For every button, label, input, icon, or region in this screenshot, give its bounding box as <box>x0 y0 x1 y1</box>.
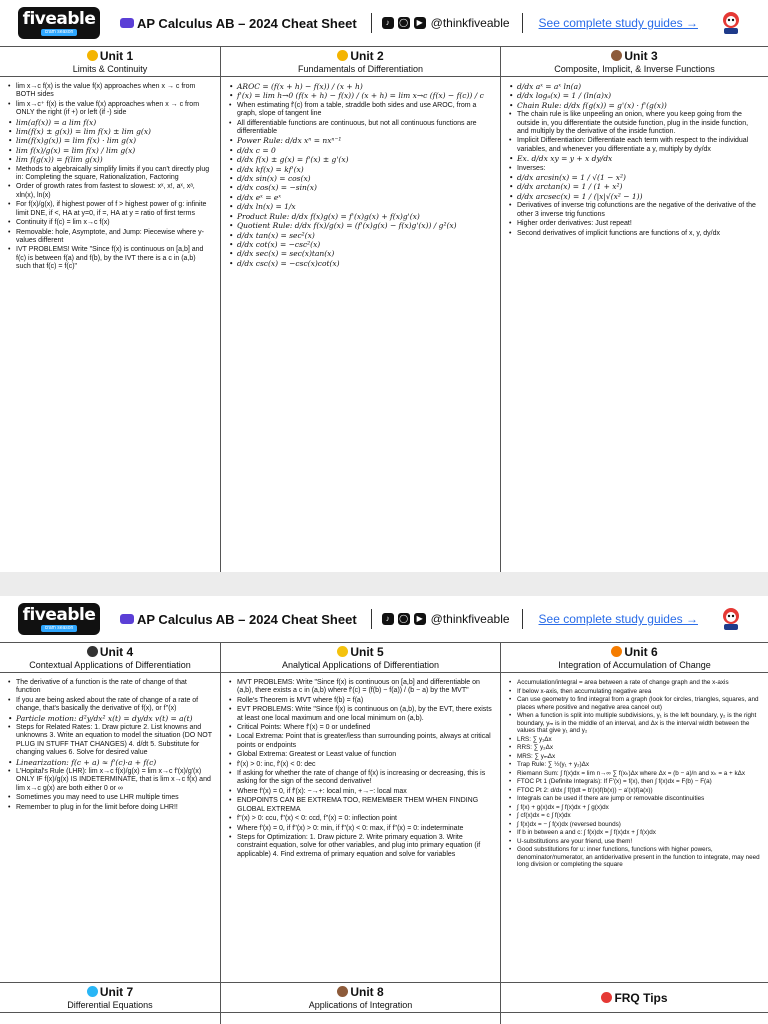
instagram-icon[interactable]: ◯ <box>399 18 409 27</box>
youtube-icon[interactable]: ▶ <box>414 613 426 625</box>
unit-3-content <box>501 77 768 572</box>
page-gap <box>0 572 768 596</box>
list-item: • Higher order derivatives: Just repeat! <box>509 220 760 228</box>
list-item: • If asking for whether the rate of change of f(x) is increasing or decreasing, this is asking for the sign of the second derivative! <box>229 770 492 787</box>
units-grid-bottom <box>0 982 768 1024</box>
logo-subtext: cram season <box>41 29 78 36</box>
list-item: • When a function is split into multiple subdivisions, y₁ is the left boundary, y₂ is the right boundary, yₘ is in the middle of an interval, and Δx is the interval width between the values that give y₁ and y₂ <box>509 712 760 735</box>
list-item: • d/dx eˣ = eˣ <box>229 194 492 202</box>
unit-3-list <box>509 83 760 238</box>
list-item: • Continuity if f(c) = lim x→c f(x) <box>8 219 212 227</box>
list-item: • Rolle's Theorem is MVT where f(b) = f(a) <box>229 697 492 705</box>
unit-1-content <box>0 77 220 572</box>
unit-2-content <box>221 77 500 572</box>
list-item: • d/dx cot(x) = −csc²(x) <box>229 241 492 249</box>
list-item: • d/dx ln(x) = 1/x <box>229 203 492 211</box>
list-item: • f'(x) > 0: inc, f'(x) < 0: dec <box>229 761 492 769</box>
list-item: • If below x-axis, then accumulating negative area <box>509 688 760 696</box>
list-item: • If you are being asked about the rate of change of a rate of change, that's basically the derivative of f(x), or f''(x) <box>8 697 212 714</box>
list-item: • lim f(g(x)) = f(lim g(x)) <box>8 156 212 164</box>
list-item: • ∫ cf(x)dx = c ∫ f(x)dx <box>509 812 760 820</box>
list-item: • Steps for Related Rates: 1. Draw picture 2. List knowns and unknowns 3. Write an equation to model the situation (DO NOT PLUG IN STUFF THAT CHANGES) 4. d/dt 5. Substitute for changing values 6. Solve for desired value <box>8 724 212 758</box>
unit-title: Unit 2 <box>350 49 384 63</box>
unit-title: FRQ Tips <box>614 991 668 1005</box>
unit-title: Unit 7 <box>99 985 134 999</box>
list-item: • lim x→c⁺ f(x) is the value f(x) approaches when x → c from ONLY the right (if +) or left (if -) side <box>8 101 212 118</box>
list-item: • Integrals can be used if there are jump or removable discontinuities <box>509 795 760 803</box>
list-item: • AROC = (f(x + h) − f(x)) / (x + h) <box>229 83 492 91</box>
list-item: • The chain rule is like unpeeling an onion, where you keep going from the outside in, you differentiate the outside function, plug in the inside function, and multiply by the derivative of the inside function. <box>509 111 760 136</box>
list-item: • LRS: ∑ y₁Δx <box>509 736 760 744</box>
unit-3-header <box>501 47 768 77</box>
list-item: • d/dx f(x) ± g(x) = f'(x) ± g'(x) <box>229 156 492 164</box>
page-header <box>0 596 768 642</box>
list-item: • Removable: hole, Asymptote, and Jump: Piecewise where y-values different <box>8 229 212 246</box>
list-item: • Accumulation/integral = area between a rate of change graph and the x-axis <box>509 679 760 687</box>
list-item: • If b in between a and c: ∫ f(x)dx = ∫ f(x)dx + ∫ f(x)dx <box>509 829 760 837</box>
unit-6-column <box>501 643 768 983</box>
list-item: • Where f'(x) = 0, if f'(x): −→+: local min, +→−: local max <box>229 788 492 796</box>
list-item: • EVT PROBLEMS: Write "Since f(x) is continuous on (a,b), by the EVT, there exists at least one local maximum and one local minimum on (a,b). <box>229 706 492 723</box>
instagram-icon[interactable]: ◯ <box>399 614 409 623</box>
face-icon <box>337 50 348 61</box>
unit-4-header <box>0 643 220 673</box>
unit-subtitle: Analytical Applications of Differentiation <box>282 660 439 670</box>
unit-1-column <box>0 47 221 573</box>
list-item: • d/dx aˣ = aˣ ln(a) <box>509 83 760 91</box>
list-item: • d/dx logₐ(x) = 1 / (ln(a)x) <box>509 92 760 100</box>
infinity-icon <box>120 614 134 624</box>
unit-subtitle: Contextual Applications of Differentiation <box>29 660 191 670</box>
social-handle: @thinkfiveable <box>430 16 510 30</box>
unit-subtitle: Differential Equations <box>67 1000 153 1010</box>
gem-icon <box>87 986 98 997</box>
list-item: • Can use geometry to find integral from a graph (look for circles, triangles, squares, and places where positive and negative area cancel out) <box>509 696 760 711</box>
list-item: • Power Rule: d/dx xⁿ = nxⁿ⁻¹ <box>229 137 492 145</box>
unit-5-column <box>221 643 501 983</box>
list-item: • Second derivatives of implicit functions are functions of x, y, dy/dx <box>509 230 760 238</box>
social-links <box>382 613 426 625</box>
unit-4-column <box>0 643 221 983</box>
list-item: • Critical Points: Where f'(x) = 0 or undefined <box>229 724 492 732</box>
list-item: • MVT PROBLEMS: Write "Since f(x) is continuous on [a,b] and differentiable on (a,b), there exists a c in (a,b) where f'(c) = (f(b) − f(a)) / (b − a) by the MVT" <box>229 679 492 696</box>
list-item: • Ex. d/dx xy = y + x dy/dx <box>509 155 760 163</box>
study-guides-link[interactable]: See complete study guides → <box>538 16 698 30</box>
list-item: • RRS: ∑ y₂Δx <box>509 744 760 752</box>
list-item: • Quotient Rule: d/dx f(x)/g(x) = (f'(x)g(x) − f(x)g'(x)) / g²(x) <box>229 222 492 230</box>
list-item: • All differentiable functions are continuous, but not all continuous functions are differentiable <box>229 120 492 137</box>
dog-icon <box>337 986 348 997</box>
unit-4-content <box>0 673 220 982</box>
list-item: • Implicit Differentiation: Differentiate each term with respect to the individual variables, and whenever you differentiate a y, multiply by dy/dx <box>509 137 760 154</box>
list-item: • The derivative of a function is the rate of change of that function <box>8 679 212 696</box>
list-item: • Good substitutions for u: inner functions, functions with higher powers, denominator/numerator, an antiderivative present in the function to integrate, may need long division or completing the square <box>509 846 760 869</box>
list-item: • d/dx arctan(x) = 1 / (1 + x²) <box>509 183 760 191</box>
fiveable-logo[interactable] <box>18 603 100 635</box>
unit-5-content <box>221 673 500 982</box>
sparkles-icon <box>337 646 348 657</box>
list-item: • lim(f(x) ± g(x)) = lim f(x) ± lim g(x) <box>8 128 212 136</box>
list-item: • Sometimes you may need to use LHR multiple times <box>8 794 212 802</box>
list-item: • d/dx cos(x) = −sin(x) <box>229 184 492 192</box>
list-item: • ENDPOINTS CAN BE EXTREMA TOO, REMEMBER THEM WHEN FINDING GLOBAL EXTREMA <box>229 797 492 814</box>
list-item: • Riemann Sum: ∫ f(x)dx = lim n→∞ ∑ f(xₖ)Δx where Δx = (b − a)/n and xₖ = a + kΔx <box>509 770 760 778</box>
units-grid <box>0 642 768 982</box>
unit-subtitle: Applications of Integration <box>308 1000 413 1010</box>
list-item: • ∫ f(x) + g(x)dx = ∫ f(x)dx + ∫ g(x)dx <box>509 804 760 812</box>
fiveable-logo[interactable] <box>18 7 100 39</box>
list-item: • f'(x) = lim h→0 (f(x + h) − f(x)) / (x + h) = lim x→c (f(x) − f(c)) / c <box>229 92 492 100</box>
unit-subtitle: Composite, Implicit, & Inverse Functions <box>554 64 715 74</box>
logo-text: fiveable <box>22 605 96 625</box>
youtube-icon[interactable]: ▶ <box>414 17 426 29</box>
unit-2-header <box>221 47 500 77</box>
list-item: • lim f(x)/g(x) = lim f(x) / lim g(x) <box>8 147 212 155</box>
list-item: • d/dx sin(x) = cos(x) <box>229 175 492 183</box>
list-item: • Trap Rule: ∑ ½(y₁ + y₂)Δx <box>509 761 760 769</box>
unit-6-header <box>501 643 768 673</box>
unit-7-header <box>0 983 220 1013</box>
unit-6-content <box>501 673 768 982</box>
social-links <box>382 17 426 29</box>
list-item: • Order of growth rates from fastest to slowest: xˣ, x!, aˣ, xᵃ, xln(x), ln(x) <box>8 183 212 200</box>
list-item: • Where f'(x) = 0, if f''(x) > 0: min, if f''(x) < 0: max, if f''(x) = 0: indeterminate <box>229 825 492 833</box>
unit-6-list <box>509 679 760 869</box>
eyes-icon <box>87 646 98 657</box>
logo-text: fiveable <box>22 9 96 29</box>
hundred-icon <box>601 992 612 1003</box>
unit-1-list <box>8 83 212 272</box>
list-item: • Chain Rule: d/dx f(g(x)) = g'(x) · f'(g(x)) <box>509 102 760 110</box>
mascot-icon <box>718 604 744 632</box>
unit-7-column <box>0 983 221 1024</box>
tiktok-icon[interactable]: ♪ <box>382 613 394 625</box>
unit-title: Unit 3 <box>624 49 658 63</box>
list-item: • lim x→c f(x) is the value f(x) approaches when x → c from BOTH sides <box>8 83 212 100</box>
unit-title: Unit 6 <box>624 645 658 659</box>
unit-2-column <box>221 47 501 573</box>
list-item: • d/dx arcsin(x) = 1 / √(1 − x²) <box>509 174 760 182</box>
unit-subtitle: Limits & Continuity <box>72 64 148 74</box>
frq-tips-column <box>501 983 768 1024</box>
unit-2-list <box>229 83 492 268</box>
list-item: • Local Extrema: Point that is greater/less than surrounding points, always at critical points or endpoints <box>229 733 492 750</box>
list-item: • For f(x)/g(x), if highest power of f > highest power of g: infinite limit DNE, if <, HA at y=0, if =, HA at y = ratio of first terms <box>8 201 212 218</box>
list-item: • Linearization: f(c + a) ≈ f'(c)·a + f(c) <box>8 759 212 767</box>
list-item: • d/dx c = 0 <box>229 147 492 155</box>
list-item: • FTOC Pt 1 (Definite Integrals): If F'(x) = f(x), then ∫ f(x)dx = F(b) − F(a) <box>509 778 760 786</box>
crown-icon <box>87 50 98 61</box>
list-item: • Inverses: <box>509 165 760 173</box>
list-item: • When estimating f'(c) from a table, straddle both sides and use AROC, from a graph, slope of tangent line <box>229 102 492 119</box>
unit-8-header <box>221 983 500 1013</box>
unit-subtitle: Fundamentals of Differentiation <box>298 64 423 74</box>
study-guides-link[interactable]: See complete study guides → <box>538 612 698 626</box>
unit-title: Unit 1 <box>99 49 134 63</box>
cheat-sheet-page-2 <box>0 596 768 1024</box>
list-item: • d/dx sec(x) = sec(x)tan(x) <box>229 250 492 258</box>
header-divider <box>522 13 523 33</box>
list-item: • Methods to algebraically simplify limits if you can't directly plug in: Completing the square, Rationalization, Factoring <box>8 166 212 183</box>
list-item: • U-substitutions are your friend, use them! <box>509 838 760 846</box>
list-item: • L'Hopital's Rule (LHR): lim x→c f(x)/g(x) = lim x→c f'(x)/g'(x) ONLY IF f(x)/g(x) IS INDETERMINATE, that is lim x→c f(x) and lim x→c g(x) are both either 0 or ∞ <box>8 768 212 793</box>
unit-1-header <box>0 47 220 77</box>
list-item: • Global Extrema: Greatest or Least value of function <box>229 751 492 759</box>
mascot-icon <box>718 8 744 36</box>
header-divider <box>371 13 372 33</box>
unit-subtitle: Integration of Accumulation of Change <box>558 660 711 670</box>
list-item: • f''(x) > 0: ccu, f''(x) < 0: ccd, f''(x) = 0: inflection point <box>229 815 492 823</box>
logo-subtext: cram season <box>41 625 78 632</box>
list-item: • MRS: ∑ yₘΔx <box>509 753 760 761</box>
list-item: • lim(af(x)) = a lim f(x) <box>8 119 212 127</box>
page-title: AP Calculus AB – 2024 Cheat Sheet <box>137 15 357 31</box>
list-item: • ∫ f(x)dx = − ∫ f(x)dx (reversed bounds) <box>509 821 760 829</box>
list-item: • Product Rule: d/dx f(x)g(x) = f'(x)g(x) + f(x)g'(x) <box>229 213 492 221</box>
unit-5-header <box>221 643 500 673</box>
unit-5-list <box>229 679 492 859</box>
list-item: • Derivatives of inverse trig cofunctions are the negative of the derivative of the other 3 inverse trig functions <box>509 202 760 219</box>
fire-icon <box>611 646 622 657</box>
page-header <box>0 0 768 46</box>
unit-title: Unit 8 <box>350 985 384 999</box>
list-item: • Steps for Optimization: 1. Draw picture 2. Write primary equation 3. Write constraint equation, solve for other variables, and plug into primary equation (if applicable) 4. Find extrema of primary equation and solve for variables <box>229 834 492 859</box>
list-item: • d/dx arcsec(x) = 1 / (|x|√(x² − 1)) <box>509 193 760 201</box>
list-item: • lim(f(x)g(x)) = lim f(x) · lim g(x) <box>8 137 212 145</box>
list-item: • d/dx tan(x) = sec²(x) <box>229 232 492 240</box>
infinity-icon <box>120 18 134 28</box>
page-title: AP Calculus AB – 2024 Cheat Sheet <box>137 611 357 627</box>
social-handle: @thinkfiveable <box>430 612 510 626</box>
list-item: • FTOC Pt 2: d/dx ∫ f(t)dt = b'(x)f(b(x)) − a'(x)f(a(x)) <box>509 787 760 795</box>
frq-tips-header <box>501 983 768 1013</box>
unit-4-list <box>8 679 212 812</box>
unit-8-column <box>221 983 501 1024</box>
unit-title: Unit 4 <box>99 645 134 659</box>
header-divider <box>522 609 523 629</box>
list-item: • Particle motion: d²y/dx² x(t) = dy/dx v(t) = a(t) <box>8 715 212 723</box>
unit-title: Unit 5 <box>350 645 384 659</box>
header-divider <box>371 609 372 629</box>
list-item: • d/dx csc(x) = −csc(x)cot(x) <box>229 260 492 268</box>
tiktok-icon[interactable]: ♪ <box>382 17 394 29</box>
list-item: • IVT PROBLEMS! Write "Since f(x) is continuous on [a,b] and f(c) is between f(a) and f(b), by the IVT there is a c in (a,b) such that f(c) = f(c)" <box>8 246 212 271</box>
units-grid <box>0 46 768 572</box>
list-item: • Remember to plug in for the limit before doing LHR!! <box>8 804 212 812</box>
thumbs-up-icon <box>611 50 622 61</box>
list-item: • d/dx kf(x) = kf'(x) <box>229 166 492 174</box>
unit-3-column <box>501 47 768 573</box>
